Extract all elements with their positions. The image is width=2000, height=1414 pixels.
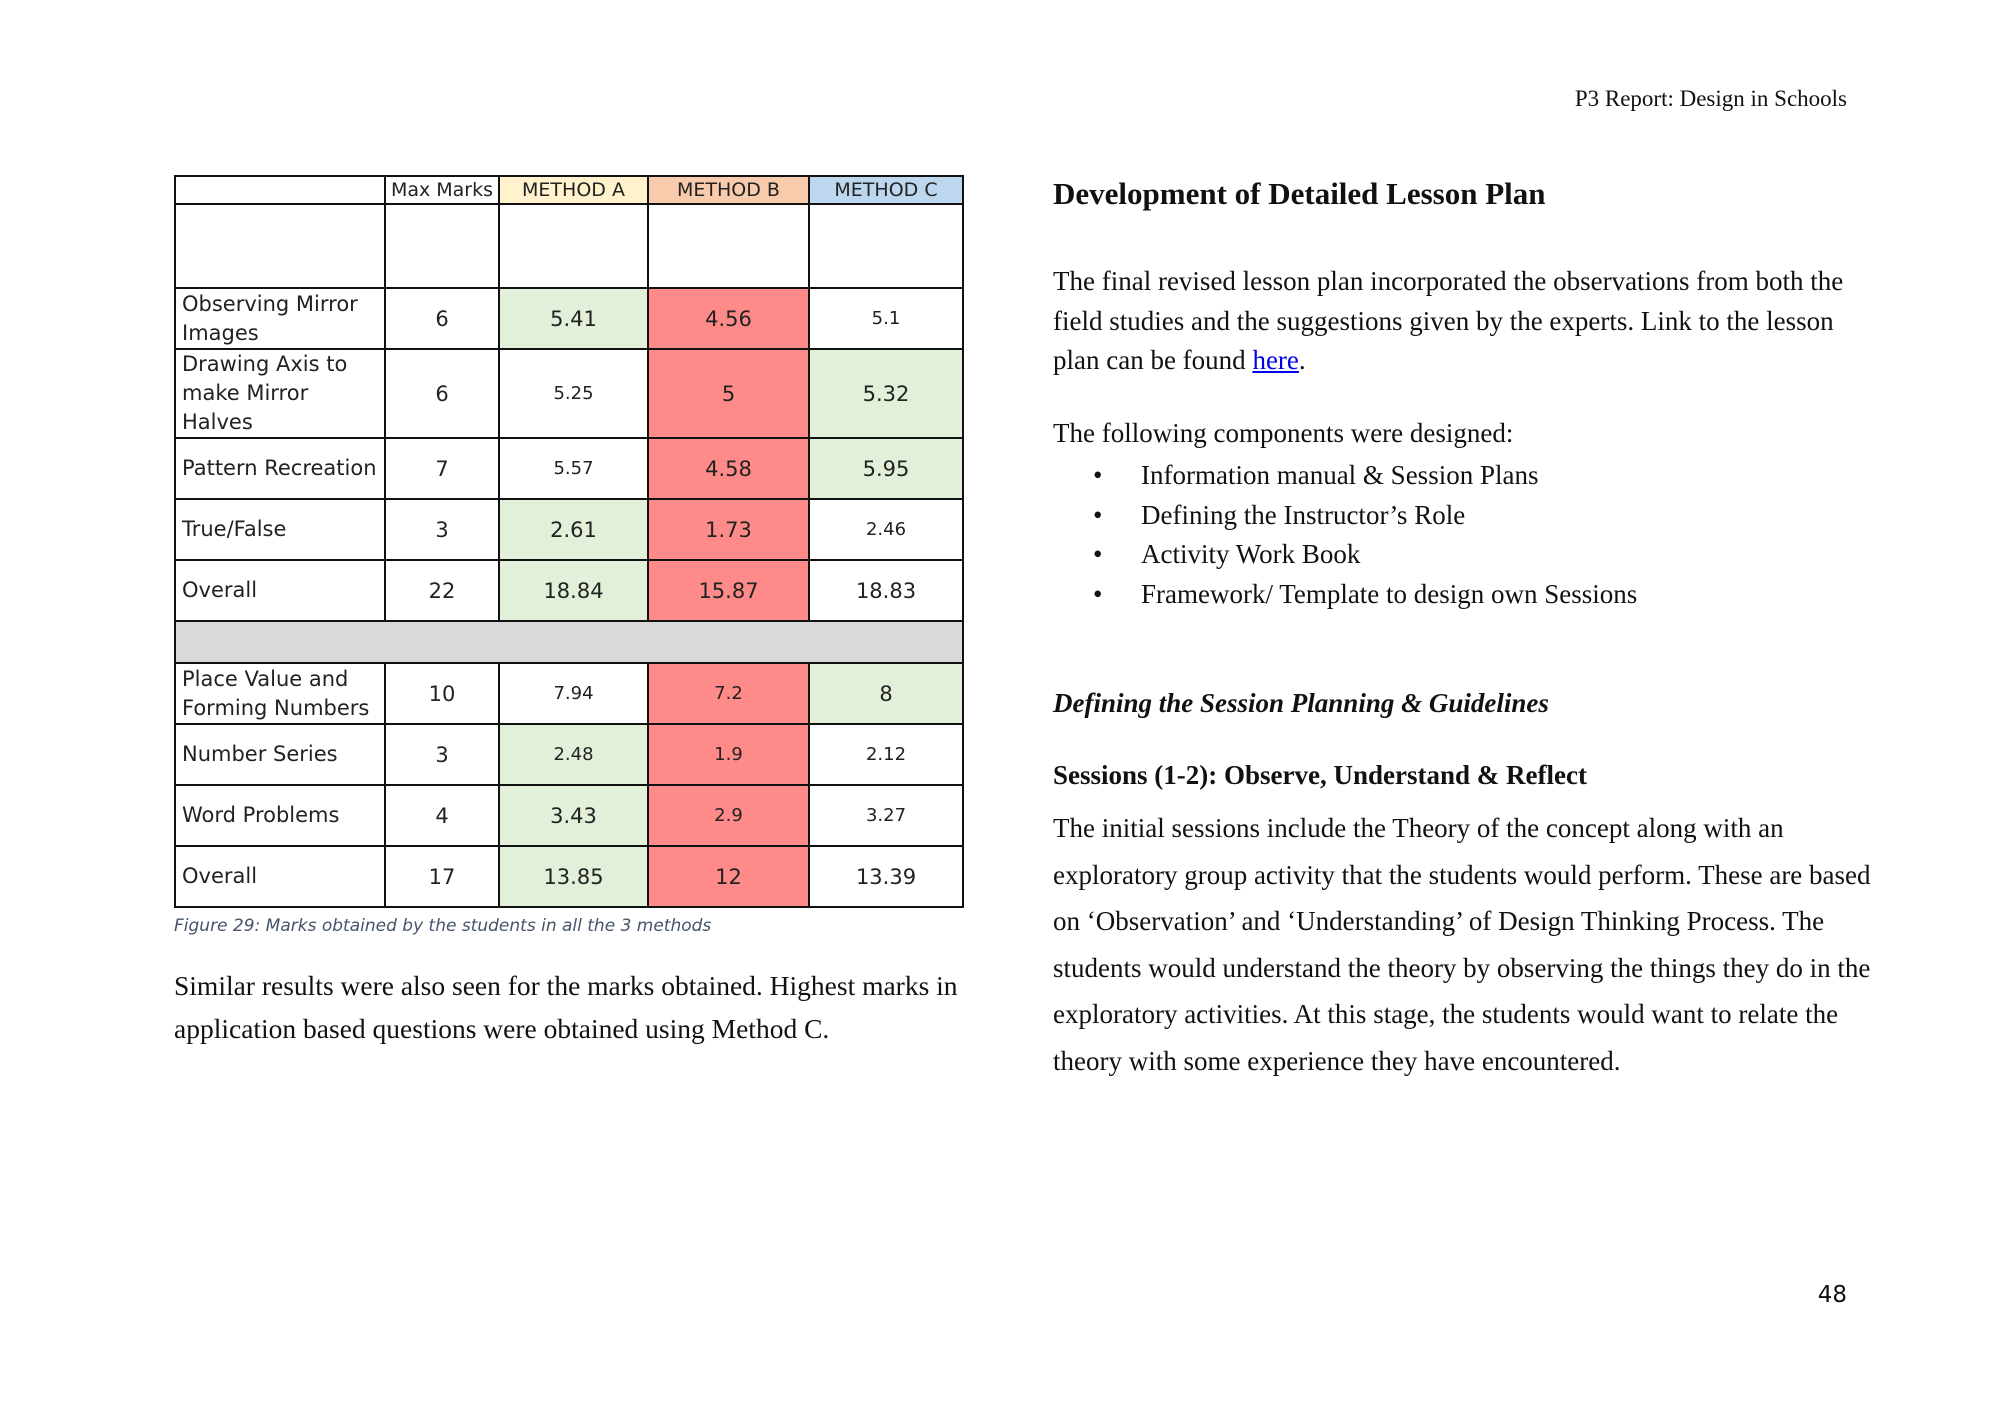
method-a-cell: 5.41: [499, 288, 648, 349]
row-label: Place Value and Forming Numbers: [175, 663, 385, 724]
method-b-cell: 4.56: [648, 288, 809, 349]
list-item-text: Defining the Instructor’s Role: [1141, 499, 1466, 530]
method-a-cell: 3.43: [499, 785, 648, 846]
page-number: 48: [1817, 1282, 1847, 1308]
list-item: [1053, 535, 1637, 575]
method-c-cell: 5.1: [809, 288, 963, 349]
row-label: Overall: [175, 560, 385, 621]
bullet-icon: •: [1093, 578, 1103, 609]
table-row-overall: [175, 846, 963, 907]
list-item-text: Activity Work Book: [1141, 539, 1361, 569]
header-method-a: METHOD A: [499, 176, 648, 204]
components-list: [1053, 456, 1637, 614]
blank-cell: [499, 204, 648, 288]
table-row-overall: [175, 560, 963, 621]
max-marks-cell: 6: [385, 288, 499, 349]
method-c-cell: 18.83: [809, 560, 963, 621]
sessions-title: Sessions (1-2): Observe, Understand & Reflect: [1053, 760, 1587, 790]
method-b-cell: 15.87: [648, 560, 809, 621]
table-row: [175, 349, 963, 438]
table-row: [175, 663, 963, 724]
row-label: Word Problems: [175, 785, 385, 846]
method-c-cell: 5.32: [809, 349, 963, 438]
row-label: True/False: [175, 499, 385, 560]
table-row: [175, 438, 963, 499]
bullet-icon: •: [1093, 539, 1103, 569]
running-header: P3 Report: Design in Schools: [1574, 86, 1847, 111]
table-row: [175, 499, 963, 560]
method-b-cell: 4.58: [648, 438, 809, 499]
method-a-cell: 2.48: [499, 724, 648, 785]
method-a-cell: 13.85: [499, 846, 648, 907]
header-max-marks: Max Marks: [385, 176, 499, 204]
max-marks-cell: 3: [385, 724, 499, 785]
lesson-plan-link[interactable]: here: [1252, 345, 1299, 375]
table-row: [175, 785, 963, 846]
method-c-cell: 3.27: [809, 785, 963, 846]
section-title: Development of Detailed Lesson Plan: [1053, 176, 1546, 211]
blank-cell: [175, 204, 385, 288]
table-blank-row: [175, 204, 963, 288]
method-a-cell: 5.25: [499, 349, 648, 438]
blank-cell: [648, 204, 809, 288]
method-b-cell: 5: [648, 349, 809, 438]
max-marks-cell: 17: [385, 846, 499, 907]
marks-table: [174, 175, 964, 908]
list-item: [1053, 456, 1637, 496]
row-label: Number Series: [175, 724, 385, 785]
method-c-cell: 8: [809, 663, 963, 724]
max-marks-cell: 6: [385, 349, 499, 438]
separator-cell: [175, 621, 963, 663]
method-b-cell: 7.2: [648, 663, 809, 724]
method-b-cell: 1.73: [648, 499, 809, 560]
results-paragraph: Similar results were also seen for the marks obtained. Highest marks in application based questions were obtained using Method C.: [174, 970, 958, 1044]
method-a-cell: 2.61: [499, 499, 648, 560]
subheading: Defining the Session Planning & Guidelines: [1053, 688, 1549, 718]
method-a-cell: 5.57: [499, 438, 648, 499]
method-a-cell: 7.94: [499, 663, 648, 724]
method-b-cell: 2.9: [648, 785, 809, 846]
header-method-b: METHOD B: [648, 176, 809, 204]
method-c-cell: 2.46: [809, 499, 963, 560]
row-label: Observing Mirror Images: [175, 288, 385, 349]
max-marks-cell: 22: [385, 560, 499, 621]
intro-text: The final revised lesson plan incorporated the observations from both the field studies and the suggestions given by the experts. Link to the lesson plan can be found: [1053, 266, 1844, 375]
method-c-cell: 13.39: [809, 846, 963, 907]
table-row: [175, 288, 963, 349]
method-a-cell: 18.84: [499, 560, 648, 621]
bullet-icon: •: [1093, 499, 1103, 530]
row-label: Overall: [175, 846, 385, 907]
blank-cell: [385, 204, 499, 288]
list-item-text: Framework/ Template to design own Sessions: [1141, 578, 1638, 609]
max-marks-cell: 7: [385, 438, 499, 499]
method-c-cell: 2.12: [809, 724, 963, 785]
figure-caption: Figure 29: Marks obtained by the students in all the 3 methods: [174, 916, 712, 936]
row-label: Drawing Axis to make Mirror Halves: [175, 349, 385, 438]
table-row: [175, 724, 963, 785]
row-label: Pattern Recreation: [175, 438, 385, 499]
max-marks-cell: 4: [385, 785, 499, 846]
blank-cell: [809, 204, 963, 288]
sessions-paragraph: The initial sessions include the Theory of the concept along with an exploratory group activity that the students would perform. These are based on ‘Observation’ and ‘Understanding’ of Design Thinking Process. The students would understand the theory by observing the things they do in the exploratory activities. At this stage, the students would want to relate the theory with some experience they have encountered.: [1053, 813, 1871, 1076]
table-separator-row: [175, 621, 963, 663]
header-empty: [175, 176, 385, 204]
method-c-cell: 5.95: [809, 438, 963, 499]
header-method-c: METHOD C: [809, 176, 963, 204]
method-b-cell: 12: [648, 846, 809, 907]
table-header-row: [175, 176, 963, 204]
list-item: [1053, 496, 1637, 536]
list-item-text: Information manual & Session Plans: [1141, 460, 1539, 490]
intro-paragraph: [1053, 262, 1853, 381]
method-b-cell: 1.9: [648, 724, 809, 785]
max-marks-cell: 3: [385, 499, 499, 560]
list-item: [1053, 575, 1637, 615]
bullet-icon: •: [1093, 460, 1103, 490]
intro-end: .: [1298, 345, 1306, 375]
components-intro: The following components were designed:: [1053, 418, 1514, 448]
max-marks-cell: 10: [385, 663, 499, 724]
